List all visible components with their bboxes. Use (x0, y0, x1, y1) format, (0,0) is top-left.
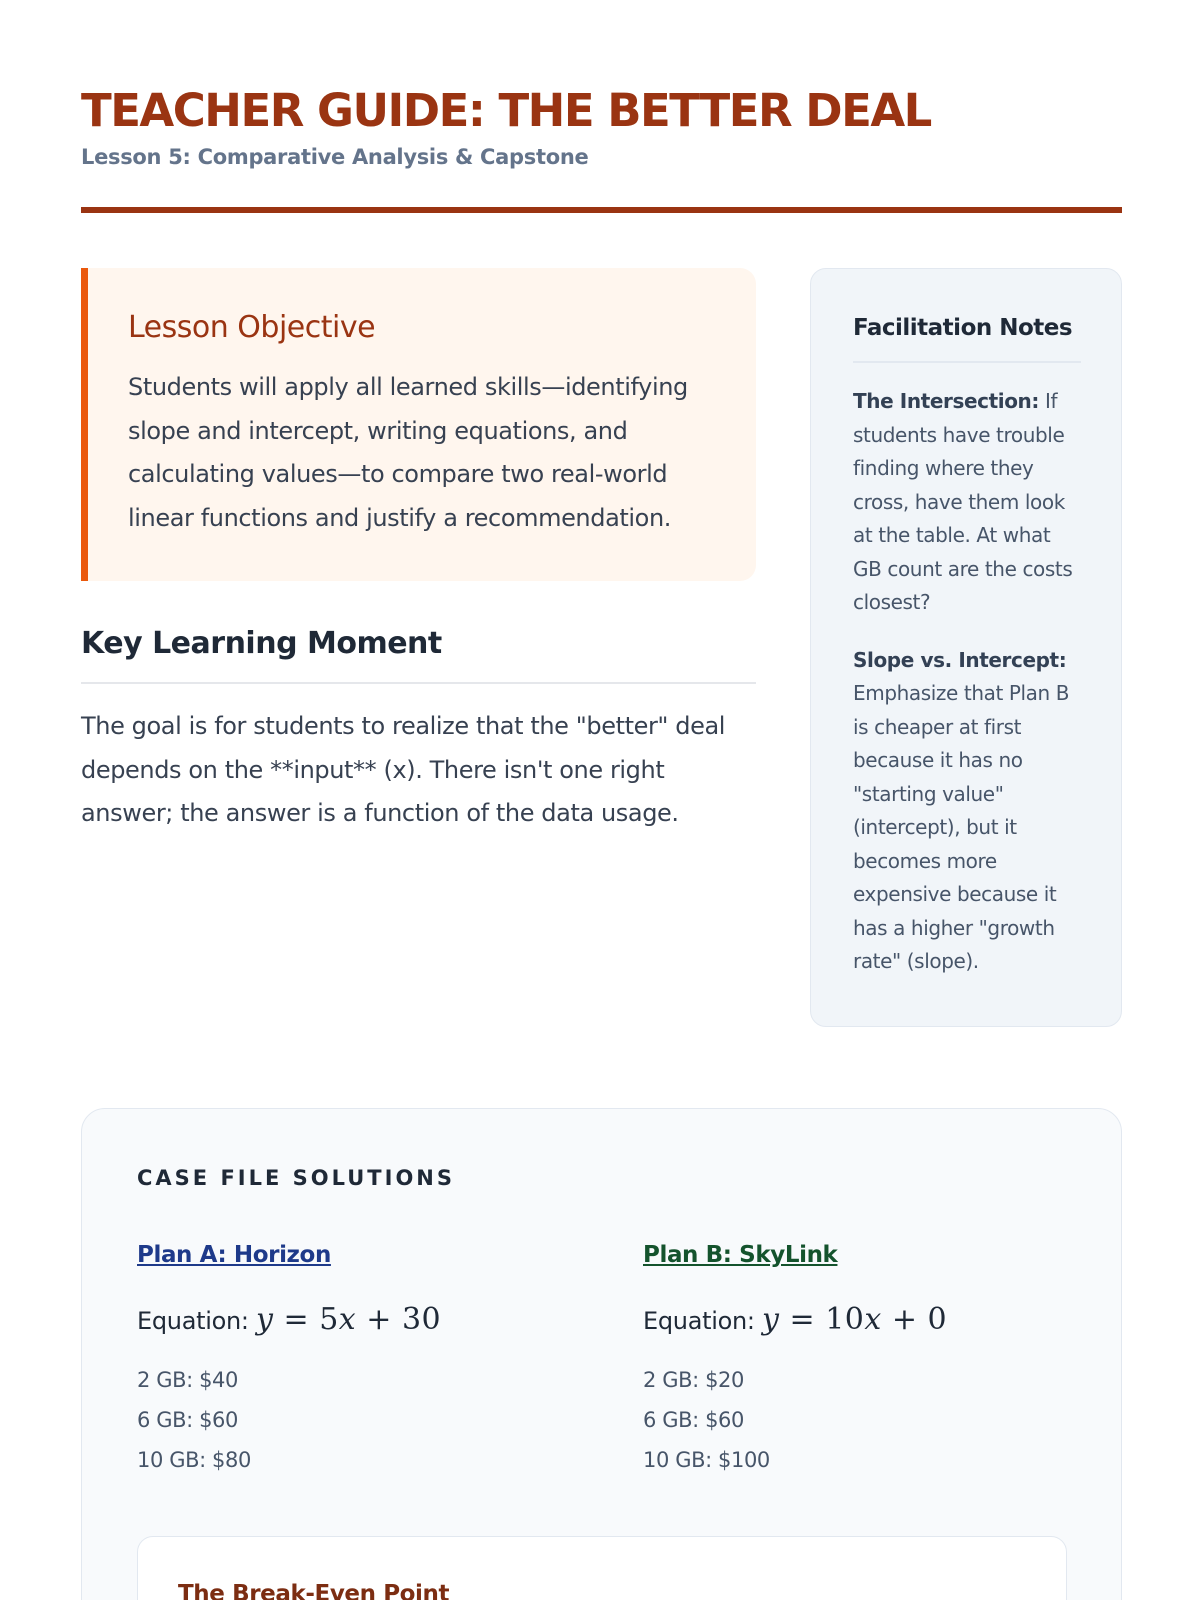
lesson-objective-card (81, 268, 756, 581)
value-row: 2 GB: $20 (643, 1368, 744, 1392)
objective-text: Students will apply all learned skills—identifying slope and intercept, writing equations, and calculating values—to compare two real-world linear functions and justify a recommendation. (128, 373, 688, 532)
equation-slope: 10 (825, 1302, 865, 1337)
plan-a-values (137, 1360, 557, 1480)
plan-b-link[interactable]: Plan B: SkyLink (643, 1242, 838, 1268)
key-learning-heading: Key Learning Moment (81, 626, 442, 661)
case-file-solutions (81, 1108, 1122, 1600)
facilitation-notes-panel (810, 268, 1122, 1027)
plan-b-equation (643, 1303, 1063, 1338)
value-row: 10 GB: $80 (137, 1448, 251, 1472)
value-row: 2 GB: $40 (137, 1368, 238, 1392)
plan-b-values (643, 1360, 1063, 1480)
equation-intercept: 0 (927, 1302, 948, 1337)
break-even-card (137, 1536, 1067, 1600)
plan-a-equation (137, 1303, 557, 1338)
key-learning-divider (81, 682, 756, 684)
note-label: The Intersection: (853, 389, 1039, 413)
equation-formula: y = 5x + 30 (256, 1302, 442, 1337)
header-divider (81, 207, 1122, 213)
plan-a-link[interactable]: Plan A: Horizon (137, 1242, 331, 1268)
equation-intercept: 30 (401, 1302, 442, 1337)
page-header (81, 84, 1122, 172)
facilitation-divider (853, 361, 1081, 363)
page-subtitle: Lesson 5: Comparative Analysis & Capstone (81, 145, 589, 169)
objective-heading: Lesson Objective (128, 310, 376, 345)
note-label: Slope vs. Intercept: (853, 647, 1067, 672)
note-text: If students have trouble finding where they cross, have them look at the table. At what GB count are the costs closest? (853, 389, 1073, 614)
note-intersection (853, 385, 1081, 620)
page-title: TEACHER GUIDE: THE BETTER DEAL (81, 84, 931, 137)
plan-a-column (137, 1239, 557, 1480)
facilitation-heading: Facilitation Notes (853, 315, 1073, 341)
equation-formula: y = 10x + 0 (762, 1302, 948, 1337)
value-row: 6 GB: $60 (643, 1408, 744, 1432)
key-learning-text: The goal is for students to realize that the "better" deal depends on the **input** (x). There isn't one right answer; the answer is a function of the data usage. (81, 712, 726, 827)
equation-slope: 5 (319, 1302, 339, 1337)
value-row: 6 GB: $60 (137, 1408, 238, 1432)
break-even-heading: The Break-Even Point (178, 1581, 450, 1600)
case-file-heading: CASE FILE SOLUTIONS (137, 1166, 455, 1190)
note-text: Emphasize that Plan B is cheaper at first because it has no "starting value" (intercept), but it becomes more expensive because it has a higher "growth rate" (slope). (853, 681, 1070, 973)
equation-label: Equation: (137, 1307, 249, 1335)
equation-label: Equation: (643, 1307, 755, 1335)
plan-b-column (643, 1239, 1063, 1480)
value-row: 10 GB: $100 (643, 1448, 770, 1472)
note-slope-intercept (853, 644, 1081, 979)
